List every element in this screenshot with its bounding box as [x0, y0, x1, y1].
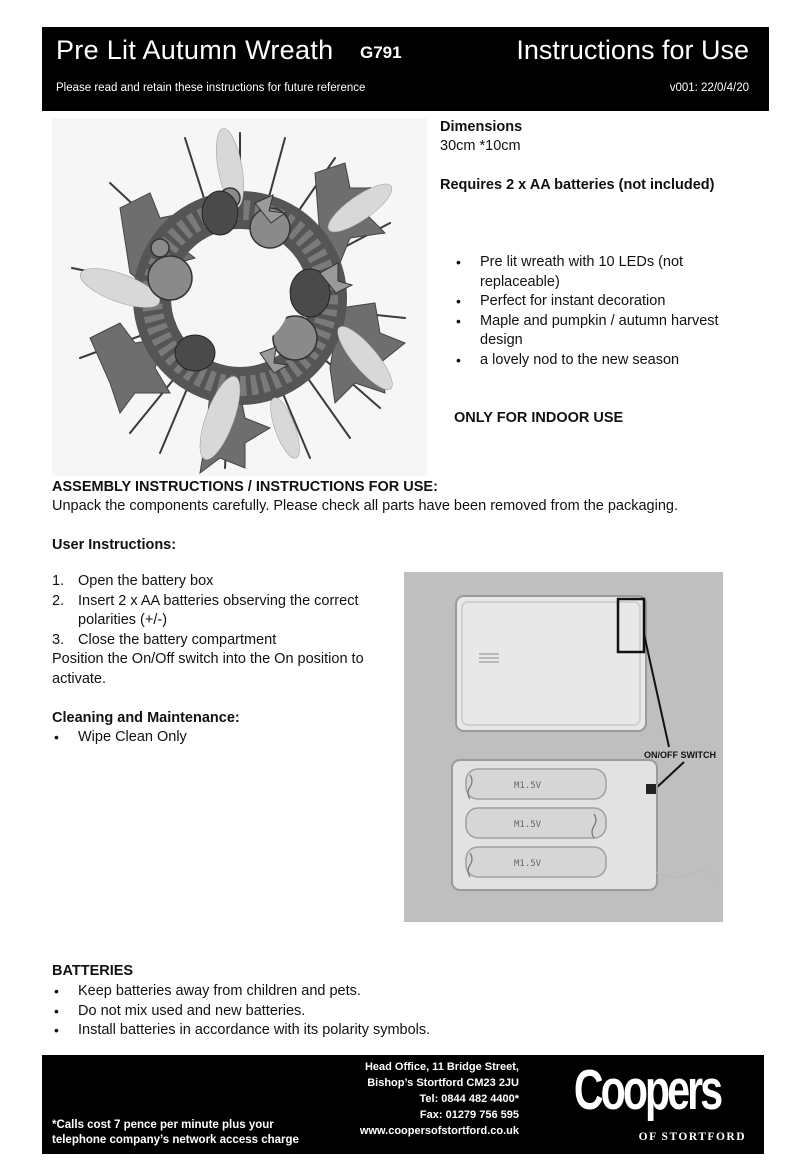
cleaning-heading: Cleaning and Maintenance:: [52, 710, 240, 726]
coopers-logo-subtitle: OF STORTFORD: [638, 1131, 746, 1143]
assembly-text: Unpack the components carefully. Please check all parts have been removed from the packaging.: [52, 498, 678, 514]
user-steps: [52, 572, 392, 650]
step-text: Insert 2 x AA batteries observing the correct polarities (+/-): [78, 592, 359, 628]
battery-box-photo: [404, 572, 723, 922]
product-title: Pre Lit Autumn Wreath: [56, 35, 334, 65]
step-text: Open the battery box: [78, 573, 214, 589]
coopers-logo: Coopers: [573, 1058, 720, 1122]
feature-item: • Pre lit wreath with 10 LEDs (not replaceable): [454, 253, 754, 292]
on-off-switch-label: ON/OFF SWITCH: [644, 750, 716, 760]
indoor-warning: ONLY FOR INDOOR USE: [454, 410, 624, 426]
version-label: v001: 22/0/4/20: [669, 82, 749, 94]
call-charge-line: telephone company’s network access charge: [52, 1134, 299, 1146]
step-number: 1.: [52, 573, 65, 589]
battery-warning-item: • Install batteries in accordance with its polarity symbols.: [52, 1021, 752, 1041]
feature-list: [454, 253, 754, 370]
instructions-title: Instructions for Use: [516, 35, 749, 65]
dimensions-value: 30cm *10cm: [440, 138, 521, 154]
address-line: Bishop’s Stortford CM23 2JU: [367, 1077, 519, 1089]
header-bar: [42, 27, 769, 111]
product-code: G791: [360, 43, 402, 62]
website-link[interactable]: www.coopersofstortford.co.uk: [359, 1125, 519, 1137]
switch-instruction: Position the On/Off switch into the On position to activate.: [52, 651, 364, 687]
fax-line: Fax: 01279 756 595: [419, 1109, 519, 1121]
step-item: [52, 572, 392, 592]
step-item: [52, 631, 392, 651]
feature-item: • a lovely nod to the new season: [454, 351, 754, 371]
batteries-heading: BATTERIES: [52, 963, 134, 979]
feature-item: • Maple and pumpkin / autumn harvest design: [454, 312, 754, 351]
dimensions-label: Dimensions: [440, 119, 523, 135]
call-charge-line: *Calls cost 7 pence per minute plus your: [52, 1119, 274, 1131]
feature-item: • Perfect for instant decoration: [454, 292, 754, 312]
head-office-address: [360, 1059, 519, 1139]
phone-line: Tel: 0844 482 4400*: [419, 1093, 519, 1105]
battery-warning-item: • Do not mix used and new batteries.: [52, 1002, 752, 1022]
cell-marking: M1.5V: [514, 859, 542, 869]
battery-warning-item: • Keep batteries away from children and pets.: [52, 982, 752, 1002]
cell-marking: M1.5V: [514, 781, 542, 791]
address-line: Head Office, 11 Bridge Street,: [364, 1061, 519, 1073]
cleaning-list: [52, 728, 352, 748]
footer-bar: [42, 1055, 764, 1154]
battery-warnings: [52, 982, 752, 1041]
assembly-heading: ASSEMBLY INSTRUCTIONS / INSTRUCTIONS FOR USE:: [52, 479, 438, 495]
retain-note: Please read and retain these instructions for future reference: [56, 82, 366, 94]
batteries-requirement: Requires 2 x AA batteries (not included): [440, 177, 715, 193]
wreath-photo: [52, 118, 427, 476]
user-instructions-heading: User Instructions:: [52, 537, 177, 553]
call-charge-note: [52, 1118, 299, 1148]
cleaning-item: • Wipe Clean Only: [52, 728, 352, 748]
step-number: 3.: [52, 631, 65, 648]
step-number: 2.: [52, 592, 65, 609]
step-text: Close the battery compartment: [78, 631, 277, 648]
cell-marking: M1.5V: [514, 820, 542, 830]
step-item: [52, 592, 392, 631]
